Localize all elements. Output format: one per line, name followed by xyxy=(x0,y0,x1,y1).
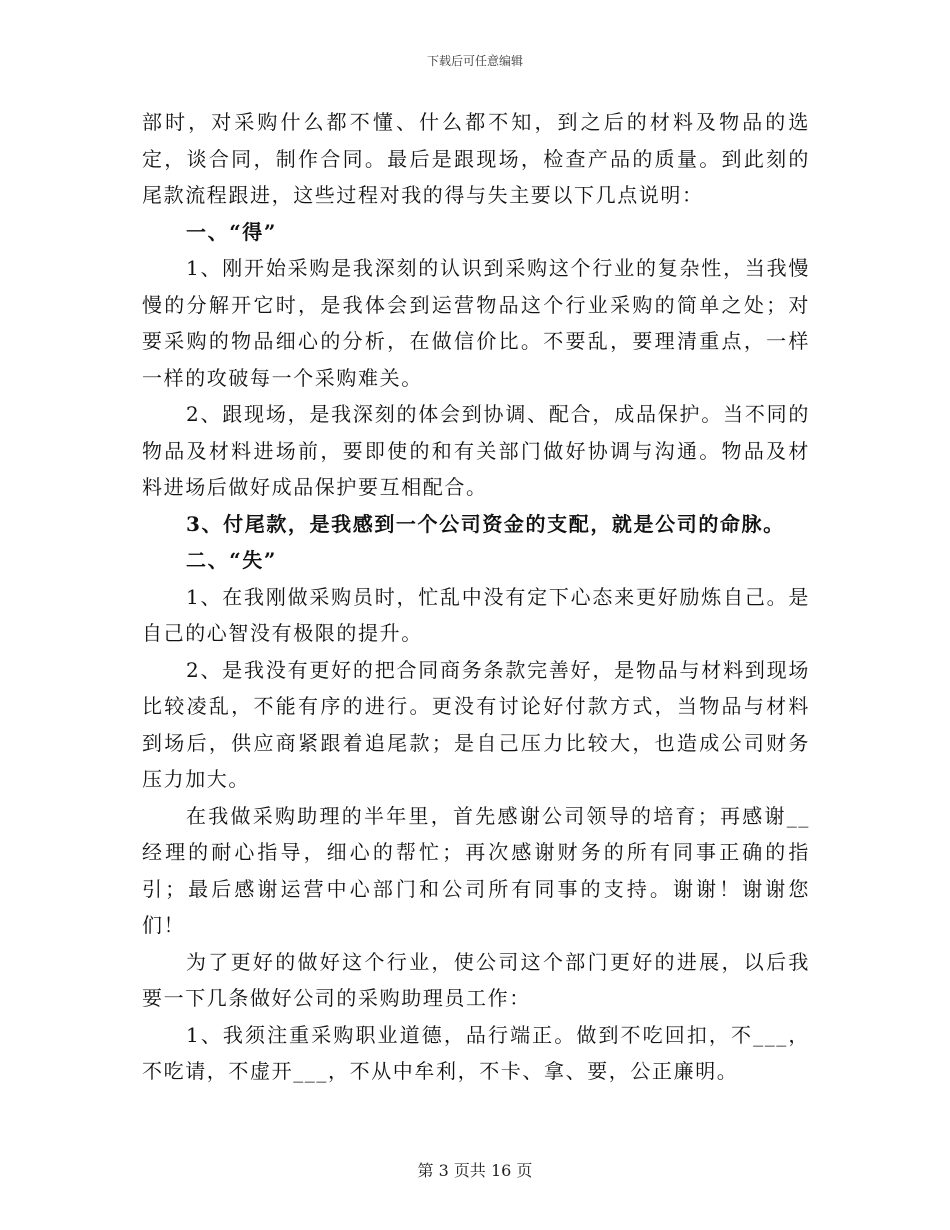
paragraph-gain-2: 2、跟现场，是我深刻的体会到协调、配合，成品保护。当不同的物品及材料进场前，要即使的和有关部门做好协调与沟通。物品及材料进场后做好成品保护要互相配合。 xyxy=(142,402,810,499)
paragraph-plans-intro: 为了更好的做好这个行业，使公司这个部门更好的进展，以后我要一下几条做好公司的采购助理员工作： xyxy=(142,949,810,1010)
document-body xyxy=(142,104,810,1090)
paragraph-plan-1: 1、我须注重采购职业道德，品行端正。做到不吃回扣，不___，不吃请，不虚开___，不从中牟利，不卡、拿、要，公正廉明。 xyxy=(142,1022,810,1083)
page-header: 下载后可任意编辑 xyxy=(426,54,523,68)
paragraph-loss-2: 2、是我没有更好的把合同商务条款完善好，是物品与材料到现场比较凌乱，不能有序的进行。更没有讨论好付款方式，当物品与材料到场后，供应商紧跟着追尾款；是自己压力比较大，也造成公司财务压力加大。 xyxy=(142,657,810,791)
paragraph-loss-1: 1、在我刚做采购员时，忙乱中没有定下心态来更好励炼自己。是自己的心智没有极限的提升。 xyxy=(142,584,810,645)
paragraph-gain-3: 3、付尾款，是我感到一个公司资金的支配，就是公司的命脉。 xyxy=(186,511,785,536)
paragraph-gain-1: 1、刚开始采购是我深刻的认识到采购这个行业的复杂性，当我慢慢的分解开它时，是我体会到运营物品这个行业采购的简单之处；对要采购的物品细心的分析，在做信价比。不要乱，要理清重点，一样一样的攻破每一个采购难关。 xyxy=(142,256,810,390)
paragraph-intro: 部时，对采购什么都不懂、什么都不知，到之后的材料及物品的选定，谈合同，制作合同。最后是跟现场，检查产品的质量。到此刻的尾款流程跟进，这些过程对我的得与失主要以下几点说明： xyxy=(142,110,810,207)
section-heading-losses: 二、“失” xyxy=(186,548,278,572)
page-number-footer: 第 3 页共 16 页 xyxy=(417,1161,533,1180)
paragraph-thanks: 在我做采购助理的半年里，首先感谢公司领导的培育；再感谢__经理的耐心指导，细心的帮忙；再次感谢财务的所有同事正确的指引；最后感谢运营中心部门和公司所有同事的支持。谢谢！谢谢您们！ xyxy=(142,803,810,937)
section-heading-gains: 一、“得” xyxy=(186,219,278,244)
